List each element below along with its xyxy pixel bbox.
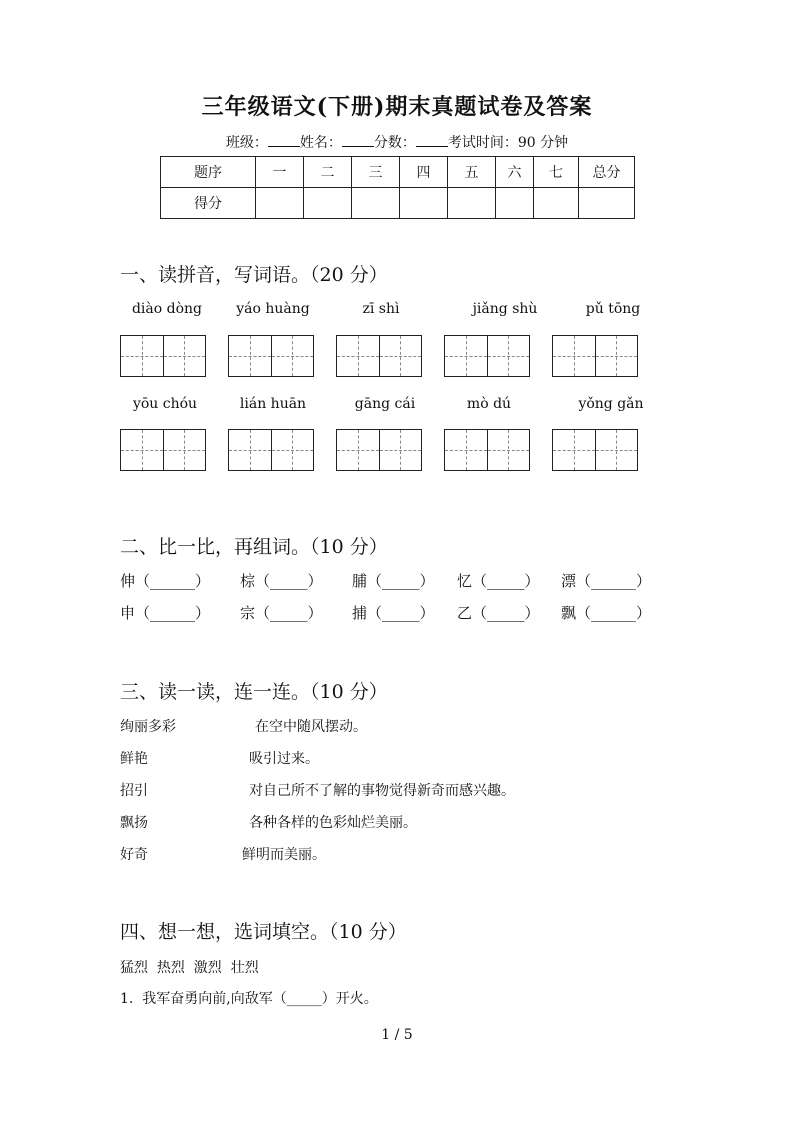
pinyin-label: yǒng gǎn bbox=[578, 396, 644, 412]
score-table bbox=[160, 156, 635, 219]
match-right-item[interactable]: 在空中随风摆动。 bbox=[255, 719, 367, 735]
class-blank[interactable] bbox=[268, 134, 300, 147]
compare-item[interactable]: 脯（_____） bbox=[352, 572, 435, 590]
score-cell[interactable] bbox=[448, 188, 496, 219]
match-right-item[interactable]: 对自己所不了解的事物觉得新奇而感兴趣。 bbox=[249, 783, 515, 799]
match-left-item[interactable]: 鲜艳 bbox=[120, 751, 148, 767]
compare-item[interactable]: 伸（______） bbox=[120, 572, 211, 590]
score-table-score-row bbox=[161, 188, 635, 219]
pinyin-label: pǔ tōng bbox=[585, 301, 641, 317]
score-cell[interactable] bbox=[256, 188, 304, 219]
score-cell[interactable] bbox=[352, 188, 400, 219]
writing-grid[interactable] bbox=[552, 429, 638, 471]
name-label: 姓名： bbox=[299, 135, 342, 151]
writing-grid[interactable] bbox=[336, 429, 422, 471]
writing-grid[interactable] bbox=[444, 429, 530, 471]
section3-title: 三、读一读，连一连。（10 分） bbox=[120, 681, 388, 703]
pinyin-label: zī shì bbox=[362, 301, 400, 317]
writing-grid[interactable] bbox=[228, 429, 314, 471]
score-label: 分数： bbox=[373, 135, 416, 151]
match-right-item[interactable]: 吸引过来。 bbox=[249, 751, 319, 767]
score-header-cell: 题序 bbox=[161, 157, 256, 188]
class-label: 班级： bbox=[225, 135, 268, 151]
writing-grid[interactable] bbox=[120, 335, 206, 377]
score-blank[interactable] bbox=[416, 134, 448, 147]
compare-item[interactable]: 棕（_____） bbox=[240, 572, 323, 590]
writing-grid[interactable] bbox=[228, 335, 314, 377]
compare-item[interactable]: 申（______） bbox=[120, 604, 211, 622]
match-left-item[interactable]: 飘扬 bbox=[120, 815, 148, 831]
score-table-header-row bbox=[161, 157, 635, 188]
score-cell[interactable] bbox=[534, 188, 579, 219]
page-number: 1 / 5 bbox=[381, 1027, 413, 1043]
score-header-cell: 总分 bbox=[579, 157, 635, 188]
score-cell[interactable] bbox=[400, 188, 448, 219]
score-row-label: 得分 bbox=[161, 188, 256, 219]
score-cell[interactable] bbox=[496, 188, 534, 219]
pinyin-label: mò dú bbox=[466, 396, 512, 412]
pinyin-label: diào dòng bbox=[131, 301, 203, 317]
match-right-item[interactable]: 鲜明而美丽。 bbox=[242, 847, 326, 863]
word-choices: 猛烈 热烈 激烈 壮烈 bbox=[120, 960, 259, 976]
score-header-cell: 七 bbox=[534, 157, 579, 188]
section4-title: 四、想一想，选词填空。（10 分） bbox=[120, 921, 407, 943]
compare-item[interactable]: 忆（_____） bbox=[457, 572, 540, 590]
pinyin-label: jiǎng shù bbox=[472, 301, 538, 317]
match-left-item[interactable]: 招引 bbox=[120, 783, 148, 799]
writing-grid[interactable] bbox=[336, 335, 422, 377]
match-left-item[interactable]: 绚丽多彩 bbox=[120, 719, 176, 735]
score-header-cell: 四 bbox=[400, 157, 448, 188]
pinyin-label: yáo huàng bbox=[236, 301, 310, 317]
page-title: 三年级语文(下册)期末真题试卷及答案 bbox=[201, 94, 593, 120]
compare-item[interactable]: 宗（_____） bbox=[240, 604, 323, 622]
section1-title: 一、读拼音，写词语。（20 分） bbox=[120, 264, 388, 286]
writing-grid[interactable] bbox=[444, 335, 530, 377]
time-label: 考试时间：90 分钟 bbox=[447, 135, 569, 151]
pinyin-label: gāng cái bbox=[354, 396, 416, 412]
score-header-cell: 二 bbox=[304, 157, 352, 188]
compare-item[interactable]: 乙（_____） bbox=[457, 604, 540, 622]
match-right-item[interactable]: 各种各样的色彩灿烂美丽。 bbox=[249, 815, 417, 831]
score-cell[interactable] bbox=[304, 188, 352, 219]
pinyin-label: lián huān bbox=[239, 396, 307, 412]
score-header-cell: 三 bbox=[352, 157, 400, 188]
question-1[interactable]: 1. 我军奋勇向前,向敌军（_____）开火。 bbox=[120, 991, 378, 1007]
writing-grid[interactable] bbox=[120, 429, 206, 471]
score-header-cell: 六 bbox=[496, 157, 534, 188]
pinyin-label: yōu chóu bbox=[132, 396, 198, 412]
compare-item[interactable]: 漂（______） bbox=[561, 572, 652, 590]
compare-item[interactable]: 飘（______） bbox=[561, 604, 652, 622]
section2-title: 二、比一比，再组词。（10 分） bbox=[120, 536, 388, 558]
score-header-cell: 五 bbox=[448, 157, 496, 188]
compare-item[interactable]: 捕（_____） bbox=[352, 604, 435, 622]
match-left-item[interactable]: 好奇 bbox=[120, 847, 148, 863]
score-cell[interactable] bbox=[579, 188, 635, 219]
score-header-cell: 一 bbox=[256, 157, 304, 188]
name-blank[interactable] bbox=[342, 134, 374, 147]
exam-info-line bbox=[0, 132, 794, 152]
writing-grid[interactable] bbox=[552, 335, 638, 377]
